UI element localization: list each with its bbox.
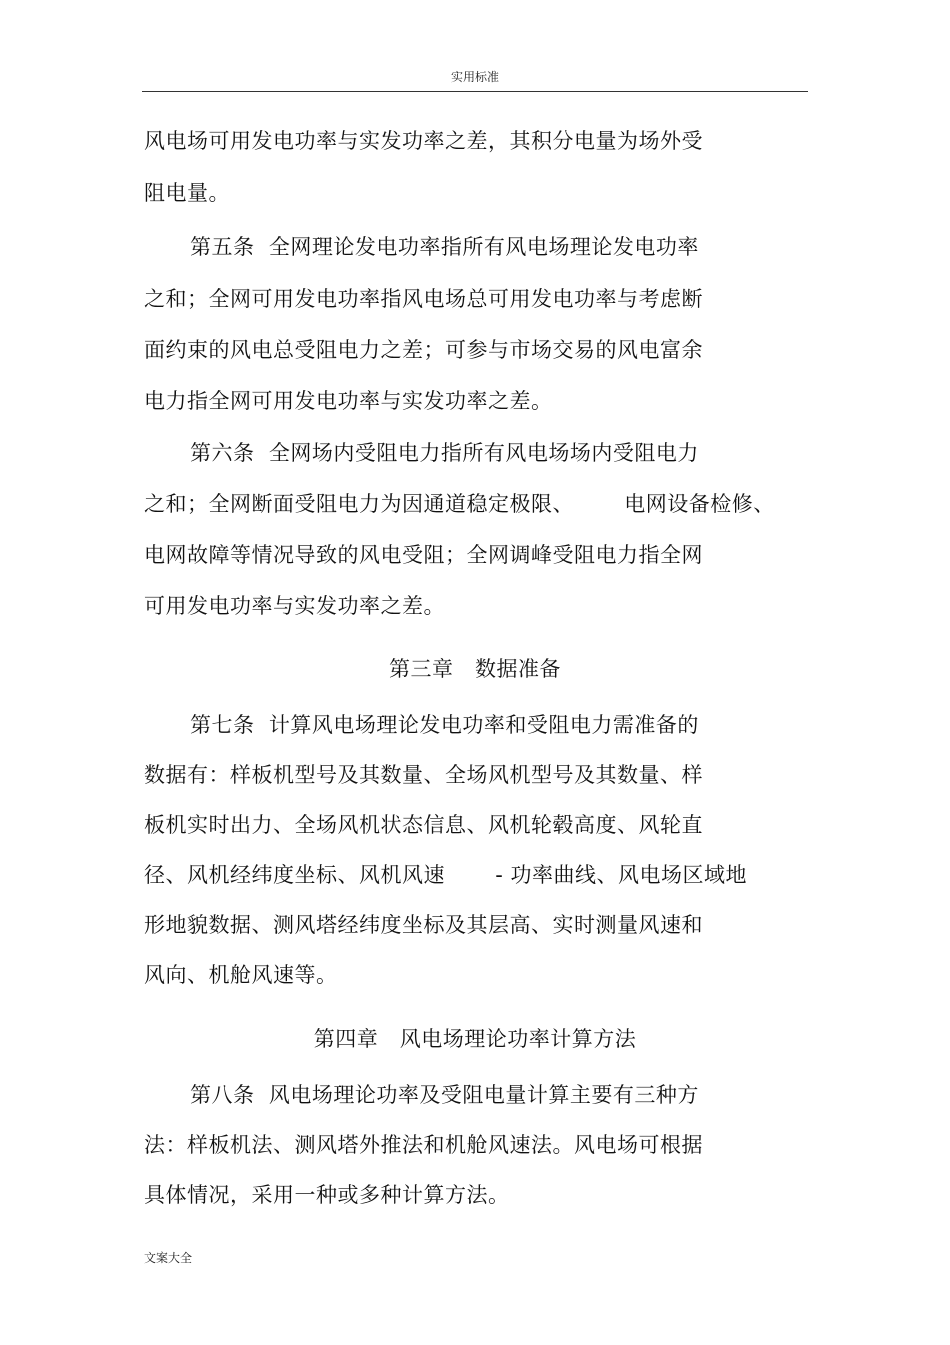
body-line: 阻电量。 xyxy=(144,181,230,205)
body-line: 板机实时出力、全场风机状态信息、风机轮毂高度、风轮直 xyxy=(144,813,703,837)
page-header: 实用标准 xyxy=(450,70,499,84)
article-8-line: 第八条 风电场理论功率及受阻电量计算主要有三种方 xyxy=(190,1083,699,1107)
body-line: 面约束的风电总受阻电力之差；可参与市场交易的风电富余 xyxy=(144,338,703,362)
article-5-line: 第五条 全网理论发电功率指所有风电场理论发电功率 xyxy=(190,235,699,259)
article-7-line: 第七条 计算风电场理论发电功率和受阻电力需准备的 xyxy=(190,713,699,737)
body-line: 电网故障等情况导致的风电受阻；全网调峰受阻电力指全网 xyxy=(144,543,703,567)
body-line: 法：样板机法、测风塔外推法和机舱风速法。风电场可根据 xyxy=(144,1133,703,1157)
header-divider xyxy=(142,91,808,92)
article-6-line: 第六条 全网场内受阻电力指所有风电场场内受阻电力 xyxy=(190,441,699,465)
body-line: 数据有：样板机型号及其数量、全场风机型号及其数量、样 xyxy=(144,763,703,787)
chapter-3-heading: 第三章 数据准备 xyxy=(388,657,562,681)
body-line: 可用发电功率与实发功率之差。 xyxy=(144,594,445,618)
body-line: 形地貌数据、测风塔经纬度坐标及其层高、实时测量风速和 xyxy=(144,913,703,937)
chapter-4-heading: 第四章 风电场理论功率计算方法 xyxy=(313,1027,637,1051)
body-line: 风向、机舱风速等。 xyxy=(144,963,338,987)
body-line: 具体情况，采用一种或多种计算方法。 xyxy=(144,1183,510,1207)
body-line: 风电场可用发电功率与实发功率之差，其积分电量为场外受 xyxy=(144,129,703,153)
body-line: 之和；全网可用发电功率指风电场总可用发电功率与考虑断 xyxy=(144,287,703,311)
body-line: 电力指全网可用发电功率与实发功率之差。 xyxy=(144,389,553,413)
body-line: 径、风机经纬度坐标、风机风速 - 功率曲线、风电场区域地 xyxy=(144,863,747,887)
body-line: 之和；全网断面受阻电力为因通道稳定极限、 电网设备检修、 xyxy=(144,492,775,516)
page-footer: 文案大全 xyxy=(144,1251,193,1265)
